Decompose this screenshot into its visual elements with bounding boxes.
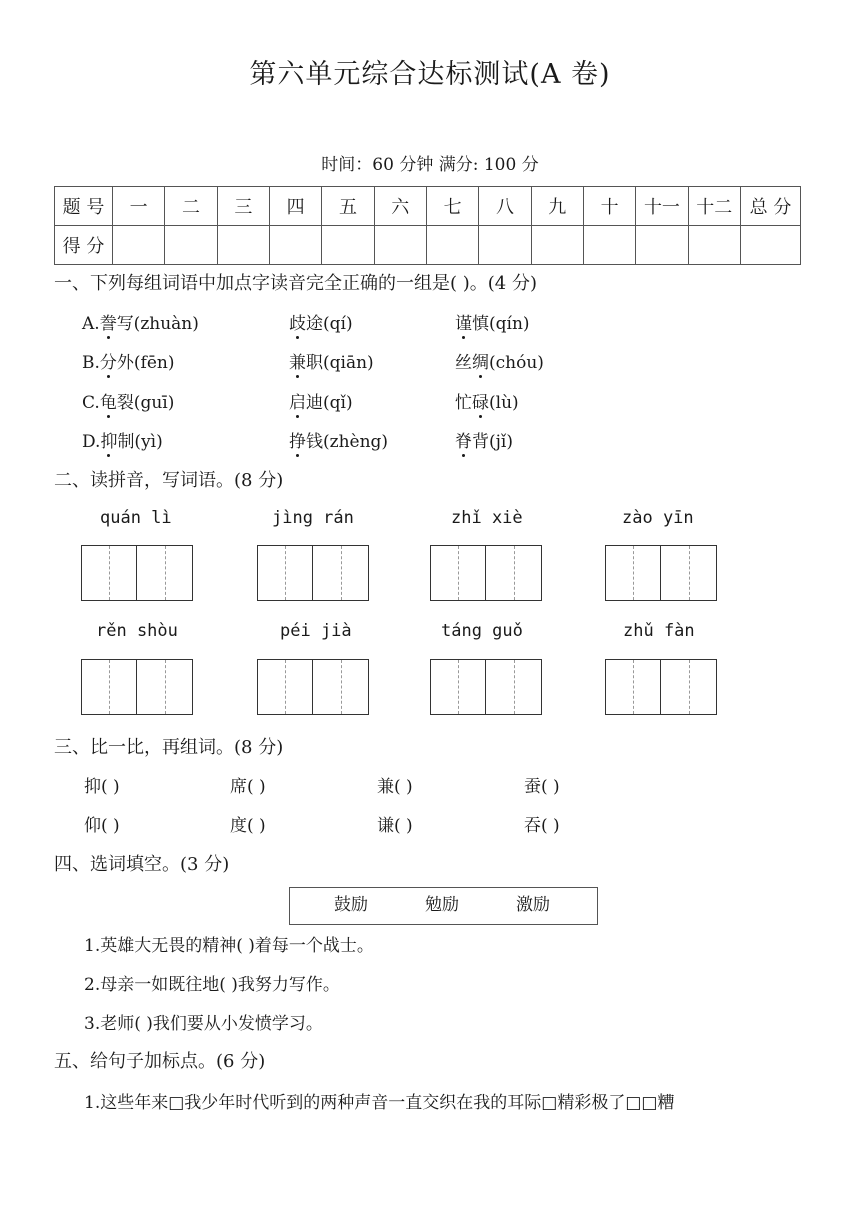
option-text: 钱(zhèng) — [306, 432, 389, 452]
score-header-cell: 二 — [165, 187, 217, 226]
option-text: 途(qí) — [306, 314, 353, 334]
score-table — [54, 186, 801, 265]
option-char: 丝 — [455, 353, 472, 373]
pinyin-label: quán lì — [100, 508, 172, 528]
score-header-cell: 六 — [374, 187, 426, 226]
option-letter: D. — [82, 432, 101, 452]
option-text: (lù) — [489, 393, 519, 413]
compare-blank[interactable]: 抑( ) — [84, 777, 120, 797]
fill-blank-item[interactable]: 1.英雄大无畏的精神( )着每一个战士。 — [84, 936, 374, 956]
option-text: 慎(qín) — [472, 314, 530, 334]
score-cell[interactable] — [426, 226, 478, 265]
dotted-char: 兼 — [289, 348, 306, 373]
score-row-label: 得 分 — [55, 226, 113, 265]
option-letter: A. — [82, 314, 100, 334]
score-cell[interactable] — [688, 226, 740, 265]
q1-option-b-word3 — [455, 348, 544, 373]
compare-blank[interactable]: 吞( ) — [524, 816, 560, 836]
compare-blank[interactable]: 蚕( ) — [524, 777, 560, 797]
option-char: 忙 — [455, 393, 472, 413]
dotted-char: 龟 — [100, 388, 117, 413]
dotted-char: 脊 — [455, 427, 472, 452]
q1-option-b[interactable] — [82, 348, 174, 373]
q2-heading: 二、读拼音，写词语。(8 分) — [54, 470, 284, 491]
score-header-cell: 七 — [426, 187, 478, 226]
score-header-cell: 九 — [531, 187, 583, 226]
q3-heading: 三、比一比，再组词。(8 分) — [54, 737, 284, 758]
word-bank-item: 激励 — [516, 895, 550, 915]
q1-option-b-word2 — [289, 348, 374, 373]
dotted-char: 分 — [100, 348, 117, 373]
dotted-char: 启 — [289, 388, 306, 413]
writing-grid[interactable] — [257, 545, 369, 601]
dotted-char: 歧 — [289, 309, 306, 334]
writing-grid[interactable] — [81, 545, 193, 601]
score-header-cell: 一 — [113, 187, 165, 226]
q1-heading: 一、下列每组词语中加点字读音完全正确的一组是( )。(4 分) — [54, 273, 537, 294]
compare-blank[interactable]: 度( ) — [230, 816, 266, 836]
pinyin-label: zào yīn — [622, 508, 694, 528]
pinyin-label: zhǔ fàn — [623, 621, 695, 641]
score-cell[interactable] — [531, 226, 583, 265]
word-bank-item: 鼓励 — [334, 895, 368, 915]
score-cell[interactable] — [113, 226, 165, 265]
dotted-char: 绸 — [472, 348, 489, 373]
pinyin-label: táng guǒ — [441, 621, 523, 641]
q1-option-d[interactable] — [82, 427, 163, 452]
option-text: 职(qiān) — [306, 353, 374, 373]
compare-blank[interactable]: 仰( ) — [84, 816, 120, 836]
compare-blank[interactable]: 谦( ) — [377, 816, 413, 836]
q1-option-d-word3 — [455, 427, 513, 452]
pinyin-label: jìng rán — [272, 508, 354, 528]
option-text: 迪(qǐ) — [306, 393, 353, 413]
option-text: 制(yì) — [117, 432, 163, 452]
dotted-char: 挣 — [289, 427, 306, 452]
score-cell[interactable] — [269, 226, 321, 265]
punctuation-item[interactable]: 1.这些年来□我少年时代听到的两种声音一直交织在我的耳际□精彩极了□□糟 — [84, 1093, 675, 1113]
q5-heading: 五、给句子加标点。(6 分) — [54, 1051, 266, 1072]
q1-option-d-word2 — [289, 427, 388, 452]
option-letter: C. — [82, 393, 100, 413]
option-text: 裂(guī) — [116, 393, 175, 413]
compare-blank[interactable]: 兼( ) — [377, 777, 413, 797]
option-text: (chóu) — [489, 353, 544, 373]
dotted-char: 抑 — [100, 427, 117, 452]
q1-option-a-word2 — [289, 309, 353, 334]
score-header-cell: 题 号 — [55, 187, 113, 226]
dotted-char: 谨 — [455, 309, 472, 334]
writing-grid[interactable] — [605, 545, 717, 601]
q4-heading: 四、选词填空。(3 分) — [54, 854, 230, 875]
dotted-char: 誊 — [100, 309, 117, 334]
writing-grid[interactable] — [81, 659, 193, 715]
fill-blank-item[interactable]: 3.老师( )我们要从小发愤学习。 — [84, 1014, 323, 1034]
pinyin-label: péi jià — [280, 621, 352, 641]
writing-grid[interactable] — [430, 545, 542, 601]
compare-blank[interactable]: 席( ) — [230, 777, 266, 797]
q1-option-c-word2 — [289, 388, 353, 413]
word-bank-item: 勉励 — [425, 895, 459, 915]
score-header-cell: 八 — [479, 187, 531, 226]
score-cell[interactable] — [583, 226, 635, 265]
option-text: 写(zhuàn) — [116, 314, 199, 334]
q1-option-a[interactable] — [82, 309, 199, 334]
score-header-cell: 五 — [322, 187, 374, 226]
exam-meta: 时间：60 分钟 满分: 100 分 — [321, 155, 539, 175]
q1-option-a-word3 — [455, 309, 530, 334]
option-text: 背(jǐ) — [472, 432, 513, 452]
q1-option-c[interactable] — [82, 388, 174, 413]
score-header-cell: 十一 — [636, 187, 688, 226]
score-header-cell: 十二 — [688, 187, 740, 226]
score-table-header-row — [55, 187, 801, 226]
option-text: 外(fēn) — [116, 353, 175, 373]
score-cell[interactable] — [636, 226, 688, 265]
q1-option-c-word3 — [455, 388, 519, 413]
dotted-char: 碌 — [472, 388, 489, 413]
score-cell[interactable] — [322, 226, 374, 265]
option-letter: B. — [82, 353, 100, 373]
pinyin-label: zhǐ xiè — [451, 508, 523, 528]
score-header-cell: 三 — [217, 187, 269, 226]
writing-grid[interactable] — [430, 659, 542, 715]
writing-grid[interactable] — [257, 659, 369, 715]
page-title: 第六单元综合达标测试(A 卷) — [249, 59, 611, 90]
writing-grid[interactable] — [605, 659, 717, 715]
score-table-score-row — [55, 226, 801, 265]
score-cell[interactable] — [374, 226, 426, 265]
score-header-cell: 四 — [269, 187, 321, 226]
pinyin-label: rěn shòu — [96, 621, 178, 641]
score-cell[interactable] — [741, 226, 801, 265]
score-cell[interactable] — [165, 226, 217, 265]
score-cell[interactable] — [217, 226, 269, 265]
score-header-cell: 总 分 — [741, 187, 801, 226]
score-cell[interactable] — [479, 226, 531, 265]
fill-blank-item[interactable]: 2.母亲一如既往地( )我努力写作。 — [84, 975, 340, 995]
score-header-cell: 十 — [583, 187, 635, 226]
